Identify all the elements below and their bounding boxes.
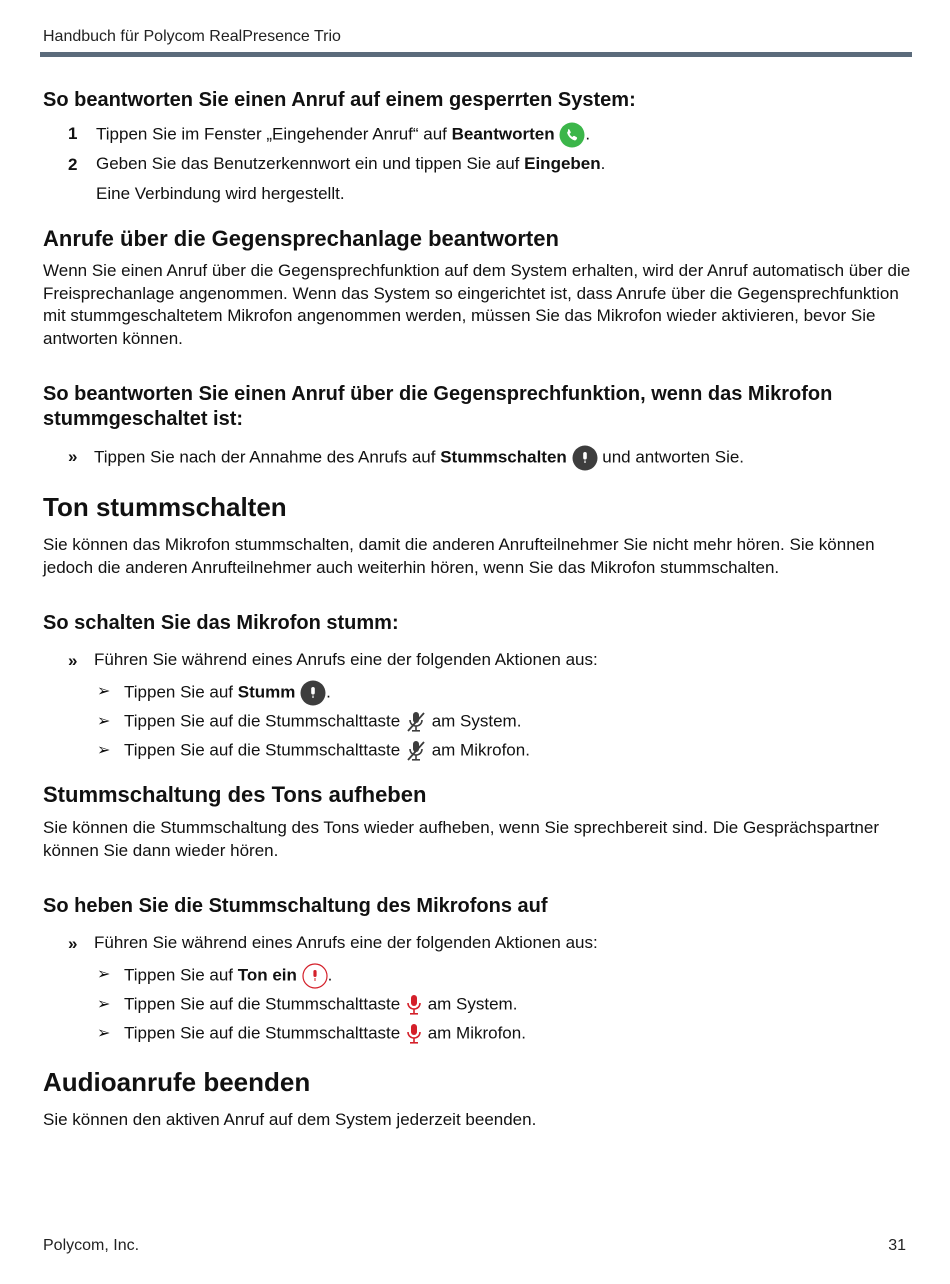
step-1-post: . — [585, 124, 591, 144]
unmute-item-2-text: Tippen Sie auf die Stummschalttaste — [124, 994, 405, 1014]
arrow-marker: ➢ — [97, 713, 111, 730]
mute-item-1-text: Tippen Sie auf — [124, 682, 238, 702]
unmute-button-icon — [302, 963, 328, 989]
section-heading-locked: So beantworten Sie einen Anruf auf einem gesperrten System: — [43, 89, 636, 111]
section-heading-end-calls: Audioanrufe beenden — [43, 1067, 311, 1097]
section-heading-mute-steps: So schalten Sie das Mikrofon stumm: — [43, 612, 399, 634]
section-heading-mute: Ton stummschalten — [43, 492, 287, 522]
unmute-item-1 — [124, 963, 332, 989]
step-1-text: Tippen Sie im Fenster „Eingehender Anruf“ auf — [96, 124, 452, 144]
bullet-text: Tippen Sie nach der Annahme des Anrufs auf — [94, 447, 441, 467]
mute-item-3-text: Tippen Sie auf die Stummschalttaste — [124, 740, 405, 760]
unmute-item-1-bold: Ton ein — [237, 965, 297, 985]
step-2-text: Geben Sie das Benutzerkennwort ein und tippen Sie auf — [96, 154, 525, 173]
paragraph-mute: Sie können das Mikrofon stummschalten, damit die anderen Anrufteilnehmer Sie nicht mehr hören. Sie können jedoch die anderen Anrufteilnehmer auch weiterhin hören, wenn Sie das Mikrofon stummschalten. — [43, 535, 875, 577]
bullet-bold: Stummschalten — [440, 447, 567, 467]
section-heading-unmute-steps: So heben Sie die Stummschaltung des Mikrofons auf — [43, 895, 548, 917]
step-1-bold: Beantworten — [451, 124, 555, 144]
microphone-active-icon — [405, 1022, 423, 1046]
arrow-marker: ➢ — [97, 683, 111, 700]
unmute-item-3-text: Tippen Sie auf die Stummschalttaste — [124, 1023, 405, 1043]
mute-item-3-post: am Mikrofon. — [426, 740, 530, 760]
mute-button-icon — [572, 445, 598, 471]
section-heading-intercom-muted-2: stummgeschaltet ist: — [43, 408, 244, 430]
mute-item-2-text: Tippen Sie auf die Stummschalttaste — [124, 711, 405, 731]
microphone-muted-icon — [405, 739, 427, 763]
unmute-item-2 — [124, 993, 517, 1017]
unmute-item-2-post: am System. — [422, 994, 518, 1014]
bullet-item-intercom-muted — [94, 445, 744, 471]
arrow-marker: ➢ — [97, 996, 111, 1013]
step-number: 2 — [68, 155, 78, 174]
section-heading-intercom: Anrufe über die Gegensprechanlage beantworten — [43, 226, 559, 251]
header-rule — [40, 52, 912, 57]
mute-item-1-post: . — [326, 682, 331, 702]
mute-button-icon — [300, 680, 326, 706]
step-number: 1 — [68, 124, 78, 143]
mute-item-3 — [124, 739, 530, 763]
step-2-bold: Eingeben — [524, 154, 601, 173]
arrow-marker: ➢ — [97, 1025, 111, 1042]
paragraph-end-calls: Sie können den aktiven Anruf auf dem System jederzeit beenden. — [43, 1110, 537, 1129]
bullet-post: und antworten Sie. — [597, 447, 745, 467]
unmute-item-1-text: Tippen Sie auf — [124, 965, 238, 985]
unmute-item-3 — [124, 1022, 526, 1046]
bullet-intro-unmute: Führen Sie während eines Anrufs eine der folgenden Aktionen aus: — [94, 933, 598, 952]
section-heading-intercom-muted-1: So beantworten Sie einen Anruf über die Gegensprechfunktion, wenn das Mikrofon — [43, 383, 833, 405]
step-1 — [96, 122, 590, 148]
step-2-result: Eine Verbindung wird hergestellt. — [96, 184, 345, 203]
unmute-item-1-post: . — [327, 965, 333, 985]
step-2 — [96, 153, 605, 175]
mute-item-2-post: am System. — [426, 711, 522, 731]
page-header-title: Handbuch für Polycom RealPresence Trio — [43, 28, 341, 45]
mute-item-2 — [124, 710, 521, 734]
arrow-marker: ➢ — [97, 742, 111, 759]
bullet-marker: » — [68, 447, 78, 466]
phone-answer-icon — [559, 122, 585, 148]
mute-item-1-bold: Stumm — [237, 682, 296, 702]
bullet-marker: » — [68, 651, 78, 670]
paragraph-intercom: Wenn Sie einen Anruf über die Gegensprechfunktion auf dem System erhalten, wird der Anruf automatisch über die Freisprechanlage angenommen. Wenn das System so eingerichtet ist, dass Anrufe über die Gegensprechfunktion mit stummgeschaltetem Mikrofon angenommen werden, müssen Sie das Mikrofon wieder aktivieren, bevor Sie antworten können. — [43, 261, 911, 348]
section-heading-unmute: Stummschaltung des Tons aufheben — [43, 782, 427, 807]
page-number: 31 — [888, 1237, 906, 1254]
footer-company: Polycom, Inc. — [43, 1237, 140, 1254]
microphone-muted-icon — [405, 710, 427, 734]
mute-item-1 — [124, 680, 331, 706]
paragraph-unmute: Sie können die Stummschaltung des Tons wieder aufheben, wenn Sie sprechbereit sind. Die Gesprächspartner können Sie dann wieder hören. — [43, 818, 880, 860]
microphone-active-icon — [405, 993, 423, 1017]
arrow-marker: ➢ — [97, 966, 111, 983]
bullet-intro-mute: Führen Sie während eines Anrufs eine der folgenden Aktionen aus: — [94, 650, 598, 669]
unmute-item-3-post: am Mikrofon. — [422, 1023, 526, 1043]
step-2-post: . — [600, 154, 606, 173]
bullet-marker: » — [68, 934, 78, 953]
